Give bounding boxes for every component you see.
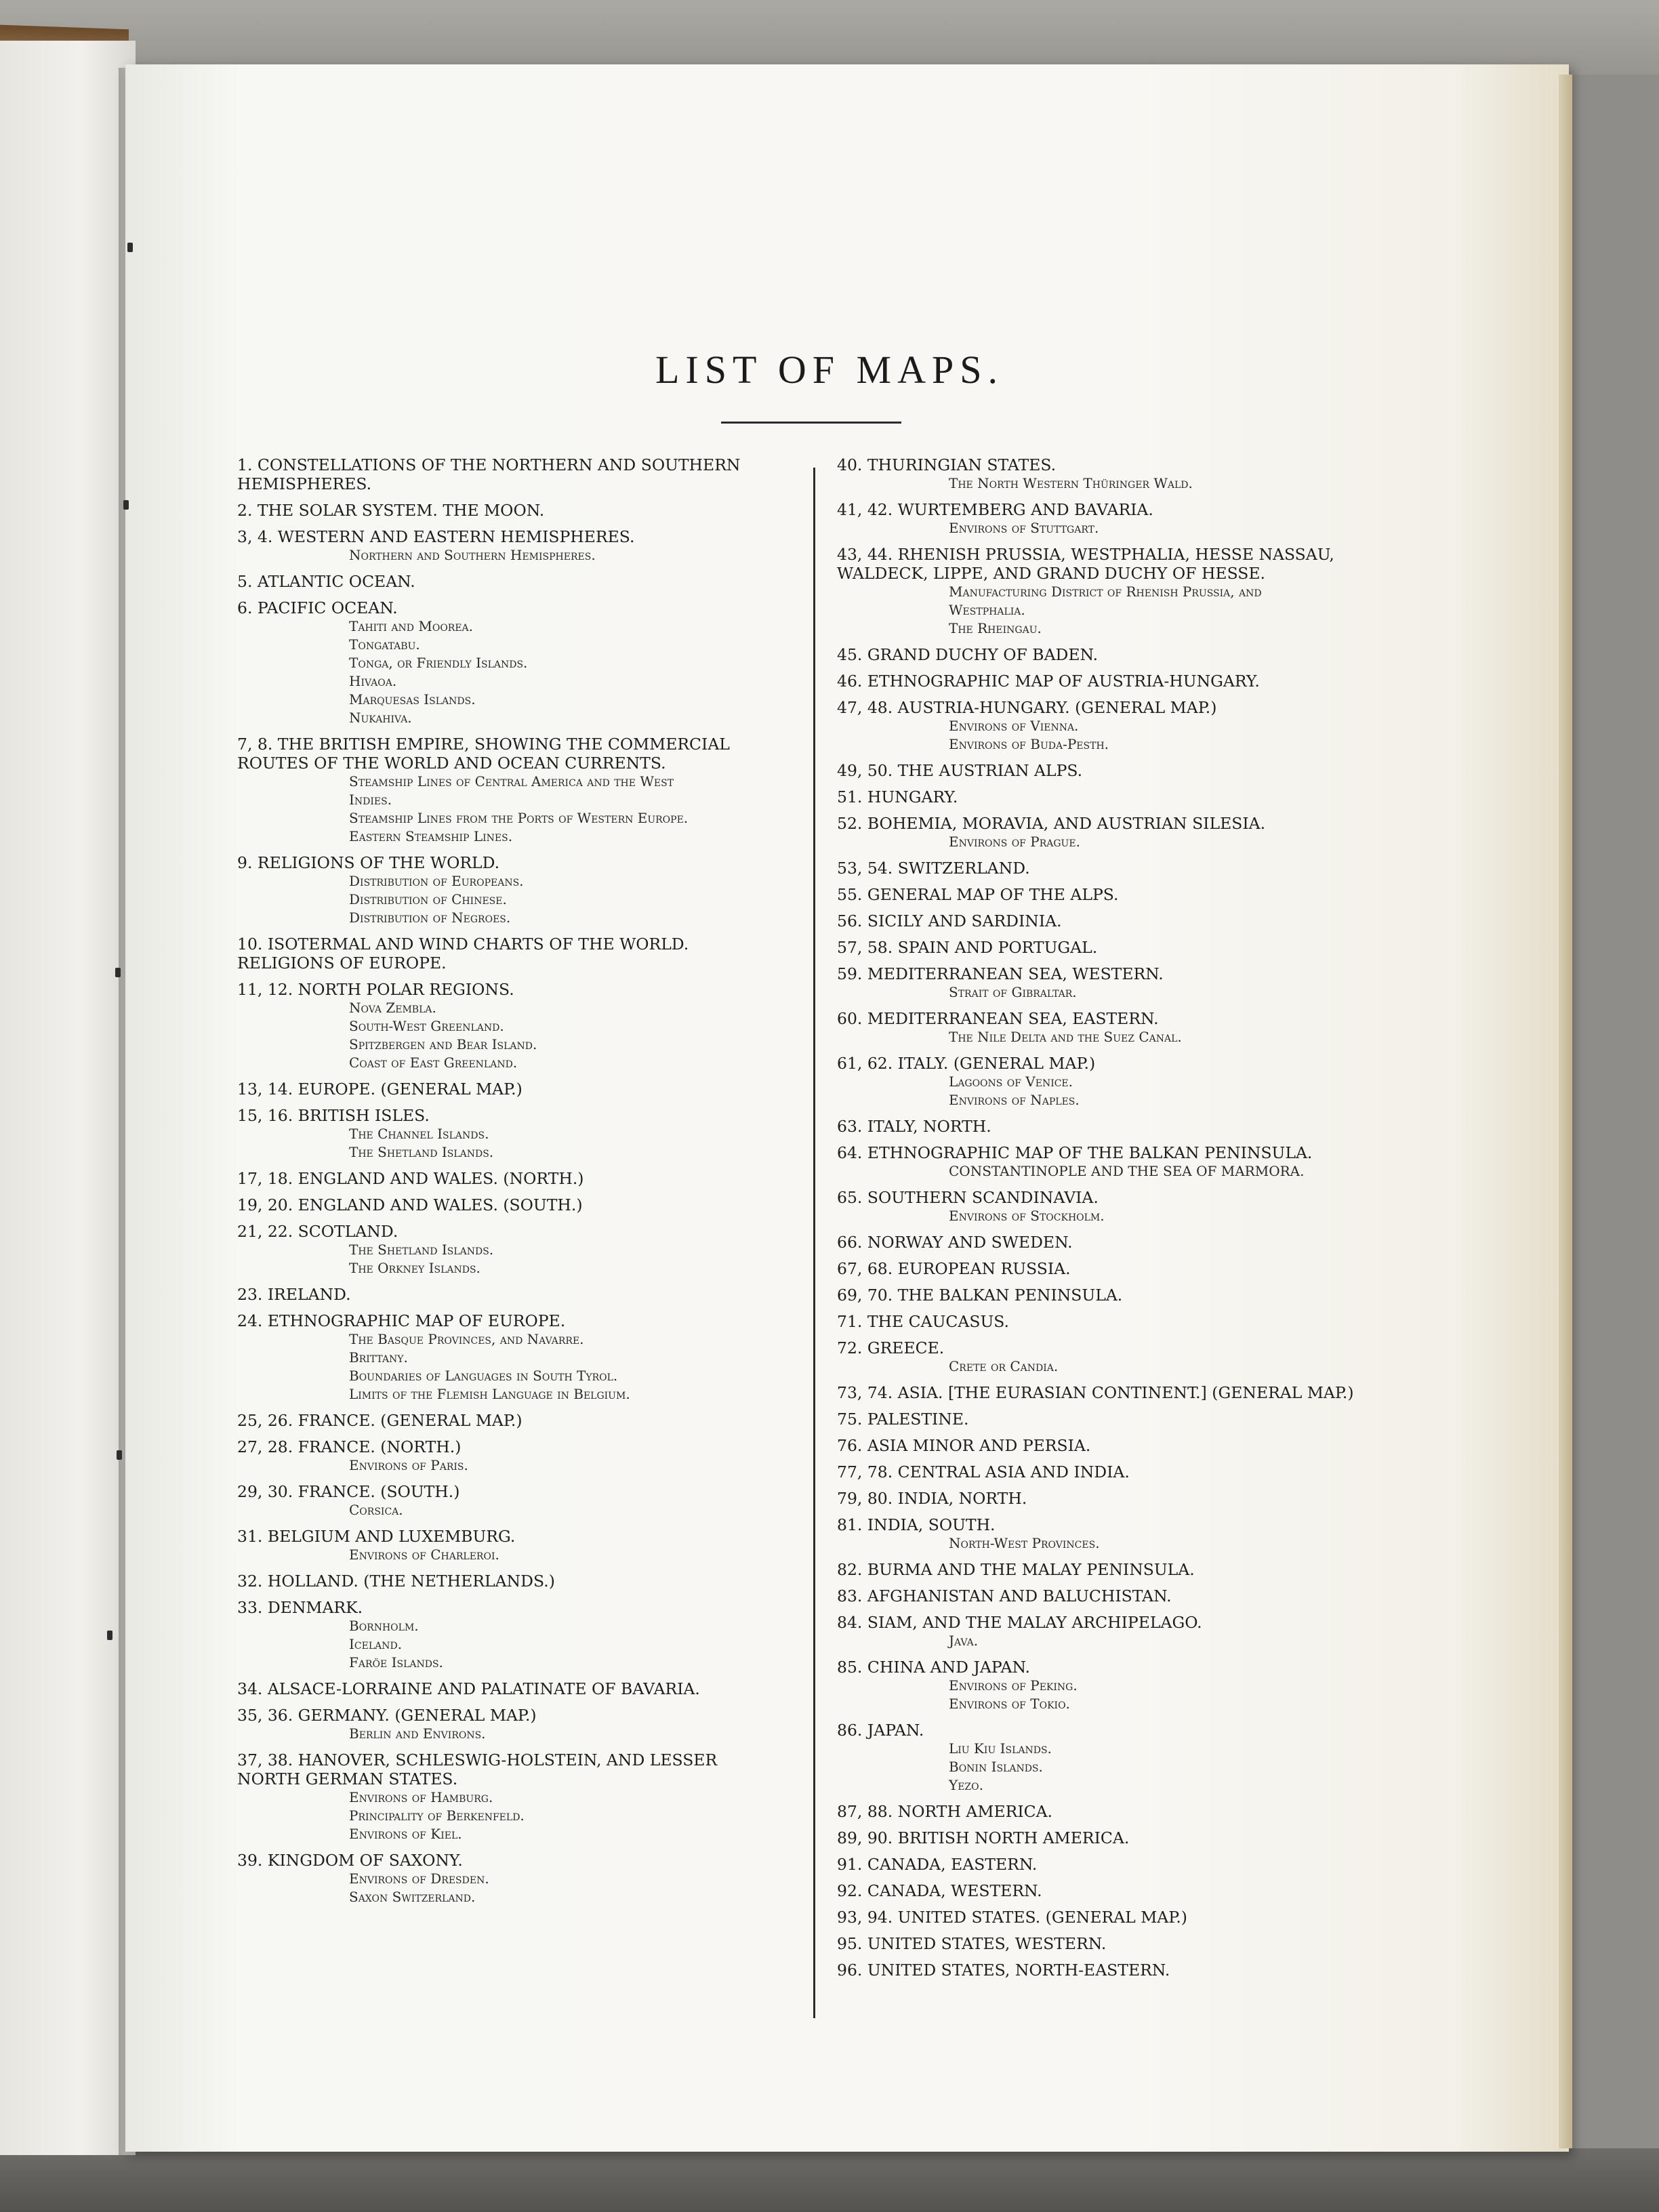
- inset-map-title: Liu Kiu Islands.: [949, 1740, 1052, 1757]
- right-column: [837, 455, 1379, 1987]
- map-entry: [837, 761, 1379, 780]
- map-title: 23. IRELAND.: [237, 1285, 351, 1304]
- map-title: 55. GENERAL MAP OF THE ALPS.: [837, 885, 1119, 904]
- map-title: 69, 70. THE BALKAN PENINSULA.: [837, 1286, 1123, 1305]
- inset-map-title: Steamship Lines from the Ports of Western Europe.: [349, 810, 689, 826]
- map-entry: [837, 1515, 1379, 1553]
- map-title: 56. SICILY AND SARDINIA.: [837, 912, 1062, 930]
- map-entry: [837, 1312, 1379, 1331]
- map-entry: [837, 1054, 1379, 1109]
- map-entry: [237, 980, 779, 1072]
- background-top: [0, 0, 1659, 75]
- map-entry: [837, 1338, 1379, 1376]
- map-title: 15, 16. BRITISH ISLES.: [237, 1106, 430, 1125]
- inset-map-title: Nukahiva.: [349, 710, 412, 726]
- map-title: 75. PALESTINE.: [837, 1410, 969, 1429]
- inset-map-title: Saxon Switzerland.: [349, 1889, 476, 1905]
- map-title: 76. ASIA MINOR AND PERSIA.: [837, 1436, 1091, 1455]
- map-entry: [237, 1706, 779, 1743]
- map-entry: [237, 1482, 779, 1519]
- map-title: 25, 26. FRANCE. (GENERAL MAP.): [237, 1411, 523, 1430]
- map-entry: [237, 527, 779, 565]
- map-entry: [837, 1560, 1379, 1579]
- inset-map-title: The Shetland Islands.: [349, 1242, 494, 1258]
- map-title: 29, 30. FRANCE. (SOUTH.): [237, 1482, 460, 1501]
- map-title: 19, 20. ENGLAND AND WALES. (SOUTH.): [237, 1195, 583, 1214]
- map-title: 65. SOUTHERN SCANDINAVIA.: [837, 1188, 1099, 1207]
- map-title: 53, 54. SWITZERLAND.: [837, 859, 1030, 878]
- map-entry: [837, 814, 1379, 851]
- map-entry: [237, 1679, 779, 1698]
- inset-map-title: Principality of Berkenfeld.: [349, 1807, 525, 1824]
- map-entry: [237, 1080, 779, 1099]
- map-entry: [837, 698, 1379, 754]
- map-entry: [837, 545, 1379, 638]
- inset-map-title: Environs of Naples.: [949, 1092, 1080, 1108]
- map-title: 3, 4. WESTERN AND EASTERN HEMISPHERES.: [237, 527, 635, 546]
- map-entry: [837, 1828, 1379, 1847]
- map-title: 45. GRAND DUCHY OF BADEN.: [837, 645, 1099, 664]
- map-entry: [837, 455, 1379, 493]
- inset-map-title: Boundaries of Languages in South Tyrol.: [349, 1368, 618, 1384]
- map-entry: [837, 912, 1379, 930]
- map-title: 89, 90. BRITISH NORTH AMERICA.: [837, 1828, 1130, 1847]
- inset-map-title: Westphalia.: [949, 602, 1025, 618]
- map-entry: [837, 1462, 1379, 1481]
- map-title: 73, 74. ASIA. [THE EURASIAN CONTINENT.] (GENERAL MAP.): [837, 1383, 1354, 1402]
- map-title: 83. AFGHANISTAN AND BALUCHISTAN.: [837, 1586, 1172, 1605]
- inset-map-title: Spitzbergen and Bear Island.: [349, 1036, 537, 1052]
- inset-map-title: Environs of Stockholm.: [949, 1208, 1105, 1224]
- map-title: 17, 18. ENGLAND AND WALES. (NORTH.): [237, 1169, 584, 1188]
- map-title: 60. MEDITERRANEAN SEA, EASTERN.: [837, 1009, 1159, 1028]
- inset-map-title: Brittany.: [349, 1349, 408, 1366]
- map-entry: [837, 1188, 1379, 1225]
- inset-map-title: Environs of Hamburg.: [349, 1789, 493, 1805]
- map-title: 31. BELGIUM AND LUXEMBURG.: [237, 1527, 516, 1546]
- map-title: 47, 48. AUSTRIA-HUNGARY. (GENERAL MAP.): [837, 698, 1217, 717]
- inset-map-title: The Nile Delta and the Suez Canal.: [949, 1029, 1182, 1045]
- left-column: [237, 455, 779, 1914]
- map-title: 33. DENMARK.: [237, 1598, 363, 1617]
- inset-map-title: The Orkney Islands.: [349, 1260, 480, 1276]
- map-entry: [837, 1117, 1379, 1136]
- inset-map-title: Manufacturing District of Rhenish Prussia, and: [949, 583, 1262, 600]
- map-title: 51. HUNGARY.: [837, 787, 958, 806]
- page-title: LIST OF MAPS.: [655, 348, 1004, 392]
- inset-map-title: Marquesas Islands.: [349, 691, 476, 708]
- map-title: 21, 22. SCOTLAND.: [237, 1222, 398, 1241]
- map-title: 5. ATLANTIC OCEAN.: [237, 572, 415, 591]
- map-title: 27, 28. FRANCE. (NORTH.): [237, 1437, 462, 1456]
- map-entry: [237, 1285, 779, 1304]
- map-title: 82. BURMA AND THE MALAY PENINSULA.: [837, 1560, 1195, 1579]
- inset-map-title: Hivaoa.: [349, 673, 397, 689]
- map-title: 81. INDIA, SOUTH.: [837, 1515, 996, 1534]
- map-title: 43, 44. RHENISH PRUSSIA, WESTPHALIA, HESSE NASSAU, WALDECK, LIPPE, AND GRAND DUCHY OF HESSE.: [837, 545, 1334, 583]
- map-title: 92. CANADA, WESTERN.: [837, 1881, 1042, 1900]
- stitch-mark: [127, 243, 133, 252]
- map-entry: [837, 1613, 1379, 1650]
- map-title: 87, 88. NORTH AMERICA.: [837, 1802, 1053, 1821]
- map-title: 66. NORWAY AND SWEDEN.: [837, 1233, 1073, 1252]
- map-entry: [837, 1881, 1379, 1900]
- map-entry: [837, 1658, 1379, 1713]
- inset-map-title: Environs of Dresden.: [349, 1870, 489, 1887]
- inset-map-title: Environs of Stuttgart.: [949, 520, 1099, 536]
- map-title: 61, 62. ITALY. (GENERAL MAP.): [837, 1054, 1096, 1073]
- map-title: 72. GREECE.: [837, 1338, 945, 1357]
- inset-map-title: CONSTANTINOPLE AND THE SEA OF MARMORA.: [949, 1163, 1305, 1179]
- map-title: 7, 8. THE BRITISH EMPIRE, SHOWING THE COMMERCIAL ROUTES OF THE WORLD AND OCEAN CURRENTS.: [237, 735, 730, 773]
- map-title: 32. HOLLAND. (THE NETHERLANDS.): [237, 1572, 555, 1591]
- inset-map-title: The North Western Thüringer Wald.: [949, 475, 1193, 491]
- title-rule: [721, 422, 901, 424]
- map-entry: [237, 1572, 779, 1591]
- background-bottom: [0, 2148, 1659, 2212]
- map-entry: [837, 1855, 1379, 1874]
- inset-map-title: The Channel Islands.: [349, 1126, 489, 1142]
- map-title: 1. CONSTELLATIONS OF THE NORTHERN AND SOUTHERN HEMISPHERES.: [237, 455, 741, 493]
- map-entry: [837, 885, 1379, 904]
- map-title: 86. JAPAN.: [837, 1721, 924, 1740]
- inset-map-title: Nova Zembla.: [349, 1000, 436, 1016]
- map-entry: [837, 1436, 1379, 1455]
- map-title: 41, 42. WURTEMBERG AND BAVARIA.: [837, 500, 1153, 519]
- map-entry: [237, 455, 779, 493]
- map-entry: [837, 859, 1379, 878]
- inset-map-title: Distribution of Chinese.: [349, 891, 507, 907]
- map-entry: [837, 1233, 1379, 1252]
- map-title: 46. ETHNOGRAPHIC MAP OF AUSTRIA-HUNGARY.: [837, 672, 1260, 691]
- map-entry: [237, 1311, 779, 1404]
- map-entry: [837, 1586, 1379, 1605]
- column-divider: [813, 468, 815, 2018]
- inset-map-title: The Basque Provinces, and Navarre.: [349, 1331, 584, 1347]
- map-title: 10. ISOTERMAL AND WIND CHARTS OF THE WORLD. RELIGIONS OF EUROPE.: [237, 935, 689, 972]
- inset-map-title: Crete or Candia.: [949, 1358, 1059, 1374]
- map-entry: [837, 787, 1379, 806]
- map-entry: [237, 1750, 779, 1843]
- inset-map-title: Bonin Islands.: [949, 1759, 1043, 1775]
- map-entry: [837, 1802, 1379, 1821]
- map-entry: [237, 572, 779, 591]
- inset-map-title: Lagoons of Venice.: [949, 1073, 1073, 1090]
- map-title: 39. KINGDOM OF SAXONY.: [237, 1851, 463, 1870]
- map-title: 34. ALSACE-LORRAINE AND PALATINATE OF BAVARIA.: [237, 1679, 700, 1698]
- map-title: 35, 36. GERMANY. (GENERAL MAP.): [237, 1706, 537, 1725]
- inset-map-title: Distribution of Negroes.: [349, 909, 511, 926]
- map-entry: [837, 1009, 1379, 1046]
- map-title: 49, 50. THE AUSTRIAN ALPS.: [837, 761, 1083, 780]
- inset-map-title: Indies.: [349, 792, 392, 808]
- map-title: 52. BOHEMIA, MORAVIA, AND AUSTRIAN SILESIA.: [837, 814, 1266, 833]
- map-title: 37, 38. HANOVER, SCHLESWIG-HOLSTEIN, AND LESSER NORTH GERMAN STATES.: [237, 1750, 718, 1788]
- map-entry: [237, 1527, 779, 1564]
- map-title: 63. ITALY, NORTH.: [837, 1117, 991, 1136]
- map-title: 85. CHINA AND JAPAN.: [837, 1658, 1030, 1677]
- inset-map-title: North-West Provinces.: [949, 1535, 1100, 1551]
- map-title: 67, 68. EUROPEAN RUSSIA.: [837, 1259, 1071, 1278]
- map-title: 13, 14. EUROPE. (GENERAL MAP.): [237, 1080, 523, 1099]
- inset-map-title: Eastern Steamship Lines.: [349, 828, 513, 844]
- map-title: 40. THURINGIAN STATES.: [837, 455, 1057, 474]
- map-title: 6. PACIFIC OCEAN.: [237, 598, 398, 617]
- map-entry: [237, 1411, 779, 1430]
- stitch-mark: [115, 968, 121, 977]
- inset-map-title: Environs of Kiel.: [349, 1826, 462, 1842]
- inset-map-title: Java.: [949, 1633, 979, 1649]
- inset-map-title: Tongatabu.: [349, 636, 420, 653]
- map-title: 57, 58. SPAIN AND PORTUGAL.: [837, 938, 1098, 957]
- map-entry: [837, 1489, 1379, 1508]
- map-entry: [837, 938, 1379, 957]
- inset-map-title: Yezo.: [949, 1777, 983, 1793]
- map-entry: [237, 1222, 779, 1277]
- map-entry: [237, 501, 779, 520]
- map-title: 96. UNITED STATES, NORTH-EASTERN.: [837, 1961, 1170, 1980]
- map-entry: [837, 1961, 1379, 1980]
- stitch-mark: [123, 500, 129, 510]
- map-title: 79, 80. INDIA, NORTH.: [837, 1489, 1027, 1508]
- inset-map-title: Iceland.: [349, 1636, 403, 1652]
- inset-map-title: Environs of Vienna.: [949, 718, 1079, 734]
- map-entry: [837, 1259, 1379, 1278]
- map-entry: [237, 1169, 779, 1188]
- inset-map-title: The Shetland Islands.: [349, 1144, 494, 1160]
- map-title: 93, 94. UNITED STATES. (GENERAL MAP.): [837, 1908, 1187, 1927]
- inset-map-title: Environs of Tokio.: [949, 1696, 1070, 1712]
- inset-map-title: Faröe Islands.: [349, 1654, 443, 1671]
- map-entry: [237, 935, 779, 972]
- map-title: 59. MEDITERRANEAN SEA, WESTERN.: [837, 964, 1164, 983]
- map-entry: [837, 500, 1379, 537]
- inset-map-title: Strait of Gibraltar.: [949, 984, 1077, 1000]
- map-title: 77, 78. CENTRAL ASIA AND INDIA.: [837, 1462, 1130, 1481]
- inset-map-title: Environs of Charleroi.: [349, 1547, 499, 1563]
- map-entry: [837, 1908, 1379, 1927]
- stitch-mark: [107, 1631, 112, 1640]
- inset-map-title: The Rheingau.: [949, 620, 1042, 636]
- map-entry: [837, 1383, 1379, 1402]
- inset-map-title: Environs of Buda-Pesth.: [949, 736, 1109, 752]
- map-entry: [837, 645, 1379, 664]
- map-entry: [237, 1598, 779, 1672]
- map-title: 64. ETHNOGRAPHIC MAP OF THE BALKAN PENINSULA.: [837, 1143, 1313, 1162]
- map-title: 84. SIAM, AND THE MALAY ARCHIPELAGO.: [837, 1613, 1202, 1632]
- inset-map-title: Northern and Southern Hemispheres.: [349, 547, 596, 563]
- map-entry: [837, 1143, 1379, 1181]
- inset-map-title: Corsica.: [349, 1502, 403, 1518]
- inset-map-title: South-West Greenland.: [349, 1018, 504, 1034]
- map-title: 95. UNITED STATES, WESTERN.: [837, 1934, 1107, 1953]
- map-entry: [837, 964, 1379, 1002]
- map-entry: [837, 1286, 1379, 1305]
- map-title: 71. THE CAUCASUS.: [837, 1312, 1009, 1331]
- map-title: 24. ETHNOGRAPHIC MAP OF EUROPE.: [237, 1311, 566, 1330]
- map-entry: [237, 735, 779, 846]
- inset-map-title: Environs of Paris.: [349, 1457, 468, 1473]
- inset-map-title: Limits of the Flemish Language in Belgium.: [349, 1386, 630, 1402]
- map-entry: [237, 1195, 779, 1214]
- inset-map-title: Distribution of Europeans.: [349, 873, 524, 889]
- map-title: 2. THE SOLAR SYSTEM. THE MOON.: [237, 501, 545, 520]
- map-title: 11, 12. NORTH POLAR REGIONS.: [237, 980, 514, 999]
- map-entry: [837, 1934, 1379, 1953]
- stitch-mark: [117, 1450, 122, 1460]
- inset-map-title: Steamship Lines of Central America and the West: [349, 773, 674, 790]
- map-entry: [837, 672, 1379, 691]
- map-entry: [837, 1721, 1379, 1795]
- map-title: 9. RELIGIONS OF THE WORLD.: [237, 853, 500, 872]
- inset-map-title: Environs of Prague.: [949, 834, 1080, 850]
- inset-map-title: Coast of East Greenland.: [349, 1054, 518, 1071]
- inset-map-title: Berlin and Environs.: [349, 1725, 486, 1742]
- map-entry: [237, 1437, 779, 1475]
- inset-map-title: Tahiti and Moorea.: [349, 618, 474, 634]
- inset-map-title: Tonga, or Friendly Islands.: [349, 655, 528, 671]
- map-entry: [837, 1410, 1379, 1429]
- inset-map-title: Environs of Peking.: [949, 1677, 1078, 1694]
- map-entry: [237, 853, 779, 927]
- map-title: 91. CANADA, EASTERN.: [837, 1855, 1038, 1874]
- map-entry: [237, 598, 779, 727]
- map-entry: [237, 1851, 779, 1906]
- map-entry: [237, 1106, 779, 1162]
- inset-map-title: Bornholm.: [349, 1618, 419, 1634]
